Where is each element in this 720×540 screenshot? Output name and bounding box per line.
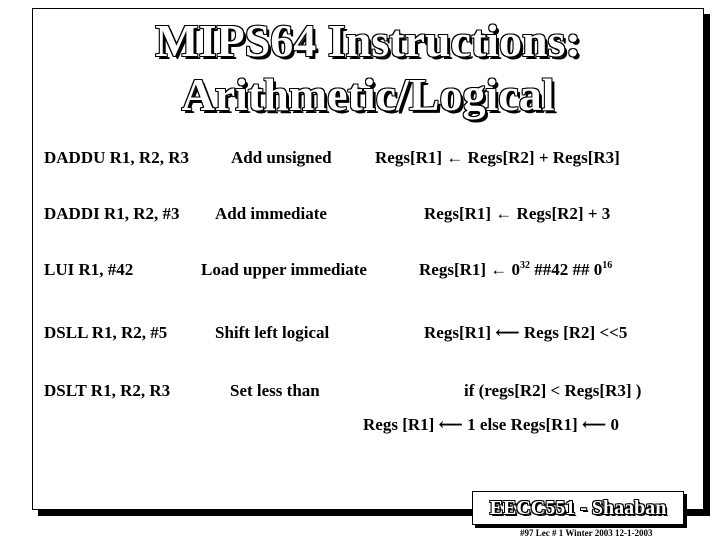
instruction-dsll: DSLL R1, R2, #5 (44, 323, 168, 342)
instruction-daddu: DADDU R1, R2, R3 (44, 148, 189, 167)
rtl-dslt-result: Regs [R1] ⟵ 1 else Regs[R1] ⟵ 0 (363, 415, 619, 434)
slide-footer: #97 Lec # 1 Winter 2003 12-1-2003 (520, 528, 653, 538)
rtl-lui (419, 260, 612, 283)
title-line-2: Arithmetic/Logical (181, 69, 555, 120)
description-add-immediate: Add immediate (215, 204, 327, 223)
rtl-lui-sup-32: 32 (520, 260, 531, 271)
rtl-lui-pre: Regs[R1] ← 0 (419, 260, 521, 279)
title-line-1: MIPS64 Instructions: (155, 15, 581, 66)
rtl-daddi: Regs[R1] ← Regs[R2] + 3 (424, 204, 611, 223)
instruction-lui: LUI R1, #42 (44, 260, 134, 279)
description-load-upper-immediate: Load upper immediate (201, 260, 367, 279)
description-shift-left-logical: Shift left logical (215, 323, 330, 342)
course-badge: EECC551 - Shaaban (472, 491, 684, 525)
rtl-lui-mid: ##42 ## 0 (530, 260, 603, 279)
description-set-less-than: Set less than (230, 381, 320, 400)
rtl-dsll: Regs[R1] ⟵ Regs [R2] <<5 (424, 323, 628, 342)
slide-title (32, 14, 704, 122)
description-add-unsigned: Add unsigned (231, 148, 332, 167)
rtl-dslt-condition: if (regs[R2] < Regs[R3] ) (464, 381, 642, 400)
rtl-lui-sup-16: 16 (602, 260, 613, 271)
instruction-daddi: DADDI R1, R2, #3 (44, 204, 180, 223)
instruction-dslt: DSLT R1, R2, R3 (44, 381, 171, 400)
rtl-daddu: Regs[R1] ← Regs[R2] + Regs[R3] (375, 148, 620, 167)
